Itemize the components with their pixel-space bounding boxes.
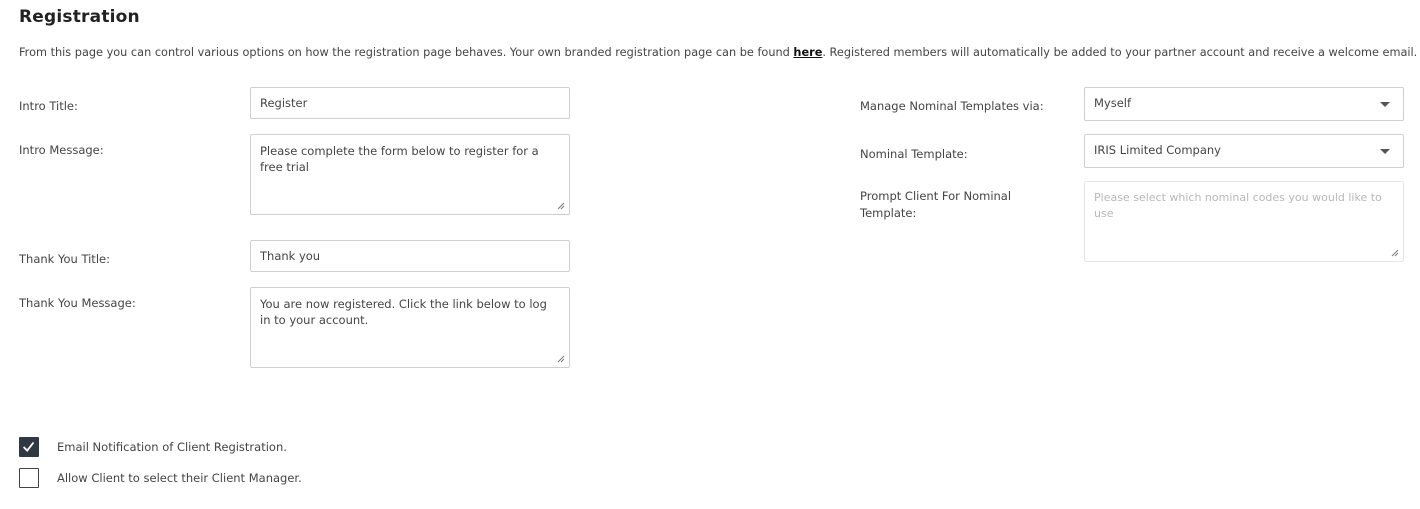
thankyou-message-value: You are now registered. Click the link below to log in to your account. bbox=[260, 297, 547, 327]
registration-page-link[interactable]: here bbox=[793, 46, 823, 59]
chevron-down-icon bbox=[1380, 149, 1390, 154]
page-title: Registration bbox=[19, 7, 140, 27]
checkmark-icon bbox=[20, 438, 38, 456]
email-notification-checkbox[interactable] bbox=[19, 437, 39, 457]
email-notification-label: Email Notification of Client Registration. bbox=[57, 440, 287, 454]
intro-title-label: Intro Title: bbox=[19, 99, 78, 113]
description-text-after: . Registered members will automatically be added to your partner account and receive a welcome email. bbox=[822, 46, 1418, 59]
intro-message-value: Please complete the form below to register for a free trial bbox=[260, 144, 539, 174]
resize-handle-icon[interactable] bbox=[557, 202, 565, 210]
thankyou-message-textarea[interactable] bbox=[250, 287, 570, 368]
allow-client-manager-checkbox[interactable] bbox=[19, 468, 39, 488]
resize-handle-icon[interactable] bbox=[1391, 249, 1399, 257]
manage-templates-value: Myself bbox=[1094, 96, 1132, 110]
resize-handle-icon[interactable] bbox=[557, 355, 565, 363]
thankyou-title-input[interactable] bbox=[250, 240, 570, 272]
nominal-template-select[interactable] bbox=[1084, 134, 1404, 168]
allow-client-manager-label: Allow Client to select their Client Manager. bbox=[57, 471, 302, 485]
nominal-template-label: Nominal Template: bbox=[860, 147, 968, 161]
nominal-template-value: IRIS Limited Company bbox=[1094, 143, 1221, 157]
intro-message-label: Intro Message: bbox=[19, 143, 104, 157]
manage-templates-select[interactable] bbox=[1084, 87, 1404, 121]
description-text-before: From this page you can control various options on how the registration page behaves. Your own branded registration page can be found bbox=[19, 46, 794, 59]
prompt-client-textarea[interactable] bbox=[1084, 181, 1404, 262]
prompt-client-placeholder: Please select which nominal codes you would like to use bbox=[1094, 191, 1382, 220]
manage-templates-label: Manage Nominal Templates via: bbox=[860, 99, 1044, 113]
thankyou-title-label: Thank You Title: bbox=[19, 252, 110, 266]
intro-message-textarea[interactable] bbox=[250, 134, 570, 215]
intro-title-value: Register bbox=[260, 96, 308, 110]
thankyou-title-value: Thank you bbox=[260, 249, 321, 263]
intro-title-input[interactable] bbox=[250, 87, 570, 119]
page-description bbox=[19, 46, 1418, 59]
prompt-client-label: Prompt Client For Nominal Template: bbox=[860, 189, 1012, 220]
chevron-down-icon bbox=[1380, 102, 1390, 107]
thankyou-message-label: Thank You Message: bbox=[19, 296, 136, 310]
